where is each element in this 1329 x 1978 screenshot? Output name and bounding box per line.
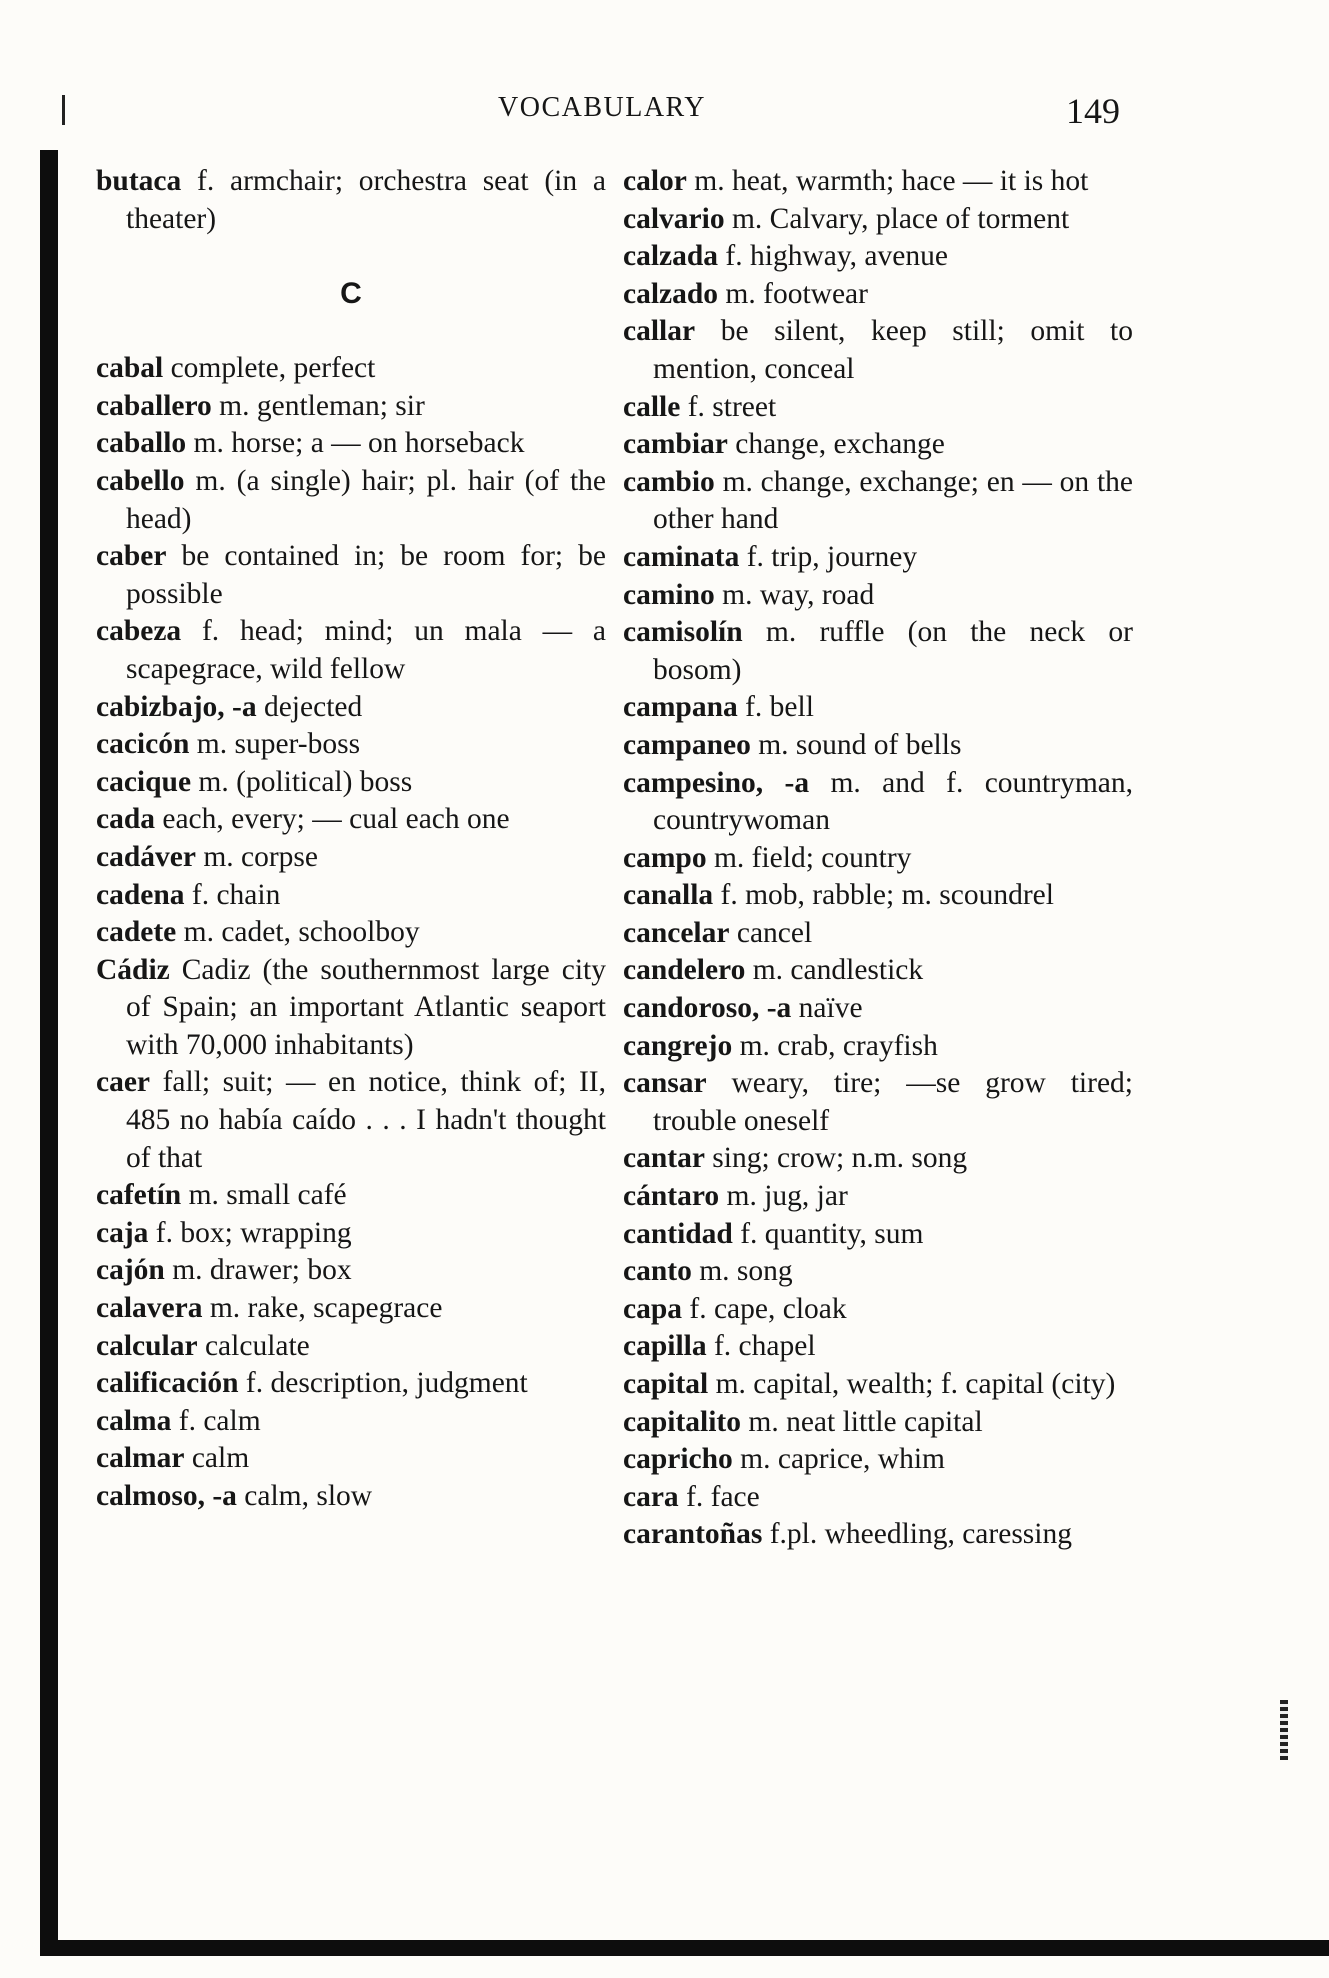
dictionary-entry <box>96 463 606 538</box>
headword: cantar <box>623 1142 705 1175</box>
dictionary-entry <box>623 952 1133 990</box>
headword: capilla <box>623 1330 707 1363</box>
headword: candoroso, -a <box>623 992 792 1025</box>
dictionary-entry <box>96 839 606 877</box>
dictionary-entry <box>96 1328 606 1366</box>
definition: cancel <box>729 916 813 949</box>
definition: weary, tire; —se grow tired; trouble oneself <box>653 1067 1133 1137</box>
definition: complete, perfect <box>163 352 376 385</box>
dictionary-entry <box>623 238 1133 276</box>
dictionary-entry <box>96 952 606 1065</box>
definition: m. heat, warmth; hace — it is hot <box>686 165 1089 197</box>
definition: f. face <box>678 1480 760 1513</box>
headword: calvario <box>623 202 725 235</box>
definition: m. crab, crayfish <box>732 1029 938 1062</box>
dictionary-entry <box>96 801 606 839</box>
headword: cafetín <box>96 1179 182 1212</box>
headword: capital <box>623 1368 709 1400</box>
definition: f. quantity, sum <box>732 1217 924 1250</box>
dictionary-entry <box>96 425 606 463</box>
scan-binding-shadow <box>40 150 58 1950</box>
headword: cabal <box>96 352 164 385</box>
running-title: VOCABULARY <box>498 92 706 123</box>
dictionary-entry <box>96 1478 606 1516</box>
headword: cacicón <box>96 728 190 761</box>
dictionary-entry <box>623 1028 1133 1066</box>
definition: m. change, exchange; en — on the other hand <box>653 465 1133 536</box>
definition: sing; crow; n.m. song <box>704 1142 968 1175</box>
dictionary-entry <box>96 726 606 764</box>
definition: m. Calvary, place of torment <box>724 202 1070 235</box>
definition: m. drawer; box <box>164 1254 352 1287</box>
definition: calm <box>184 1442 250 1475</box>
dictionary-entry <box>623 915 1133 953</box>
dictionary-entry <box>96 163 606 238</box>
dictionary-entry <box>96 1064 606 1177</box>
headword: cabizbajo, -a <box>96 690 257 723</box>
dictionary-entry <box>623 727 1133 765</box>
headword: cara <box>623 1480 679 1513</box>
dictionary-entry <box>623 163 1133 201</box>
definition: calculate <box>197 1329 310 1362</box>
headword: campesino, -a <box>623 766 810 799</box>
headword: cangrejo <box>623 1029 733 1062</box>
headword: caminata <box>623 540 740 573</box>
definition: be silent, keep still; omit to mention, conceal <box>653 315 1133 385</box>
dictionary-entry <box>96 1365 606 1403</box>
dictionary-entry <box>96 689 606 727</box>
headword: camino <box>623 578 715 611</box>
dictionary-entry <box>623 1291 1133 1329</box>
dictionary-entry <box>623 276 1133 314</box>
headword: cambio <box>623 465 715 498</box>
definition: m. caprice, whim <box>732 1443 945 1476</box>
dictionary-entry <box>96 613 606 688</box>
definition: f. street <box>680 390 777 423</box>
headword: campaneo <box>623 728 751 761</box>
dictionary-entry <box>623 1516 1133 1554</box>
definition: m. (political) boss <box>191 765 413 798</box>
headword: canalla <box>623 879 714 912</box>
dictionary-entry <box>96 538 606 613</box>
headword: capa <box>623 1292 682 1325</box>
headword: calma <box>96 1404 172 1437</box>
dictionary-entry <box>623 614 1133 689</box>
dictionary-entry <box>623 689 1133 727</box>
headword: cambiar <box>623 428 728 461</box>
headword: canto <box>623 1255 692 1288</box>
dictionary-entry <box>96 1177 606 1215</box>
headword: cada <box>96 803 155 836</box>
definition: change, exchange <box>727 428 945 461</box>
definition: f. chapel <box>706 1330 816 1363</box>
dictionary-entry <box>623 877 1133 915</box>
definition: calm, slow <box>236 1480 373 1512</box>
dictionary-entry <box>96 350 606 388</box>
dictionary-entry <box>96 388 606 426</box>
right-column <box>623 163 1133 1554</box>
dictionary-entry <box>623 201 1133 239</box>
definition: f. highway, avenue <box>718 240 948 273</box>
dictionary-entry <box>623 1065 1133 1140</box>
definition: f. trip, journey <box>739 540 918 573</box>
dictionary-entry <box>623 840 1133 878</box>
scan-bottom-shadow <box>40 1940 1329 1956</box>
dictionary-entry <box>96 1252 606 1290</box>
definition: fall; suit; — en notice, think of; II, 485 no había caído . . . I hadn't thought of that <box>126 1066 606 1174</box>
definition: f. calm <box>171 1404 261 1437</box>
definition: m. field; country <box>706 841 912 874</box>
headword: campana <box>623 691 738 724</box>
dictionary-entry <box>623 1404 1133 1442</box>
definition: m. jug, jar <box>719 1180 848 1213</box>
dictionary-entry <box>623 1253 1133 1291</box>
definition: m. small café <box>181 1179 347 1212</box>
dictionary-entry <box>623 313 1133 388</box>
definition: m. and f. countryman, countrywoman <box>653 766 1133 837</box>
headword: calavera <box>96 1292 203 1325</box>
scan-edge-mark <box>1280 1700 1288 1760</box>
headword: caballo <box>96 427 187 460</box>
headword: callar <box>623 315 696 348</box>
dictionary-entry <box>623 990 1133 1028</box>
headword: capricho <box>623 1443 733 1476</box>
headword: cacique <box>96 765 192 798</box>
headword: calor <box>623 165 687 197</box>
dictionary-entry <box>623 426 1133 464</box>
definition: f. head; mind; un mala — a scapegrace, wild fellow <box>126 615 606 685</box>
definition: f. bell <box>737 691 814 724</box>
definition: m. corpse <box>195 840 318 873</box>
definition: m. (a single) hair; pl. hair (of the head) <box>126 464 606 535</box>
headword: calcular <box>96 1329 198 1362</box>
definition: m. cadet, schoolboy <box>176 916 420 949</box>
definition: m. super-boss <box>189 728 361 761</box>
definition: f. armchair; orchestra seat (in a theater) <box>126 165 606 235</box>
definition: f. box; wrapping <box>148 1216 352 1249</box>
headword: cántaro <box>623 1180 720 1213</box>
dictionary-entry <box>96 914 606 952</box>
page-header <box>0 92 1329 136</box>
definition: f. mob, rabble; m. scoundrel <box>713 879 1054 912</box>
headword: cantidad <box>623 1217 733 1250</box>
definition: m. way, road <box>714 578 875 611</box>
definition: f. cape, cloak <box>682 1292 847 1325</box>
definition: each, every; — cual each one <box>155 803 510 836</box>
definition: m. neat little capital <box>741 1405 983 1438</box>
definition: m. gentleman; sir <box>211 389 425 422</box>
definition: m. sound of bells <box>750 728 962 761</box>
dictionary-entry <box>623 1140 1133 1178</box>
headword: candelero <box>623 954 746 987</box>
headword: cabeza <box>96 615 182 648</box>
headword: calificación <box>96 1367 239 1400</box>
dictionary-entry <box>96 1215 606 1253</box>
dictionary-entry <box>96 1440 606 1478</box>
headword: calmar <box>96 1442 185 1475</box>
headword: calle <box>623 390 681 423</box>
dictionary-entry <box>96 764 606 802</box>
dictionary-entry <box>623 1366 1133 1404</box>
definition: m. horse; a — on horseback <box>186 427 525 460</box>
definition: m. song <box>691 1255 793 1288</box>
headword: calzada <box>623 240 719 273</box>
definition: m. candlestick <box>745 954 924 987</box>
dictionary-entry <box>623 464 1133 539</box>
headword: carantoñas <box>623 1518 763 1551</box>
dictionary-entry <box>623 765 1133 840</box>
headword: caballero <box>96 389 212 422</box>
headword: cansar <box>623 1067 707 1100</box>
dictionary-entry <box>96 1290 606 1328</box>
definition: dejected <box>256 690 363 723</box>
definition: f.pl. wheedling, caressing <box>762 1518 1072 1551</box>
headword: cancelar <box>623 916 730 949</box>
headword: calmoso, -a <box>96 1480 237 1512</box>
dictionary-entry <box>623 539 1133 577</box>
definition: m. footwear <box>718 277 868 310</box>
page-number: 149 <box>1066 91 1120 131</box>
headword: cadáver <box>96 840 196 873</box>
definition: m. ruffle (on the neck or bosom) <box>653 616 1133 686</box>
dictionary-entry <box>96 1403 606 1441</box>
dictionary-entry <box>623 1479 1133 1517</box>
dictionary-entry <box>623 1441 1133 1479</box>
definition: be contained in; be room for; be possible <box>126 540 606 610</box>
definition: f. description, judgment <box>238 1367 528 1400</box>
dictionary-entry <box>623 1328 1133 1366</box>
headword: Cádiz <box>96 953 170 986</box>
dictionary-entry <box>623 1178 1133 1216</box>
definition: m. rake, scapegrace <box>202 1292 443 1325</box>
left-column <box>96 163 606 1516</box>
headword: caer <box>96 1066 151 1099</box>
dictionary-entry <box>96 877 606 915</box>
dictionary-entry <box>623 389 1133 427</box>
headword: capitalito <box>623 1405 741 1438</box>
headword: calzado <box>623 277 719 310</box>
headword: caber <box>96 540 167 573</box>
dictionary-entry <box>623 577 1133 615</box>
headword: caja <box>96 1216 149 1249</box>
headword: cajón <box>96 1254 165 1287</box>
headword: butaca <box>96 165 182 197</box>
headword: campo <box>623 841 707 874</box>
headword: cadena <box>96 878 185 911</box>
definition: Cadiz (the southernmost large city of Spain; an important Atlantic seaport with 70,000 inhabitants) <box>126 953 606 1061</box>
definition: f. chain <box>184 878 281 911</box>
headword: camisolín <box>623 616 743 649</box>
headword: cabello <box>96 464 185 497</box>
definition: naïve <box>791 992 863 1025</box>
section-letter: C <box>340 277 362 311</box>
headword: cadete <box>96 916 177 949</box>
definition: m. capital, wealth; f. capital (city) <box>708 1368 1116 1400</box>
dictionary-entry <box>623 1216 1133 1254</box>
